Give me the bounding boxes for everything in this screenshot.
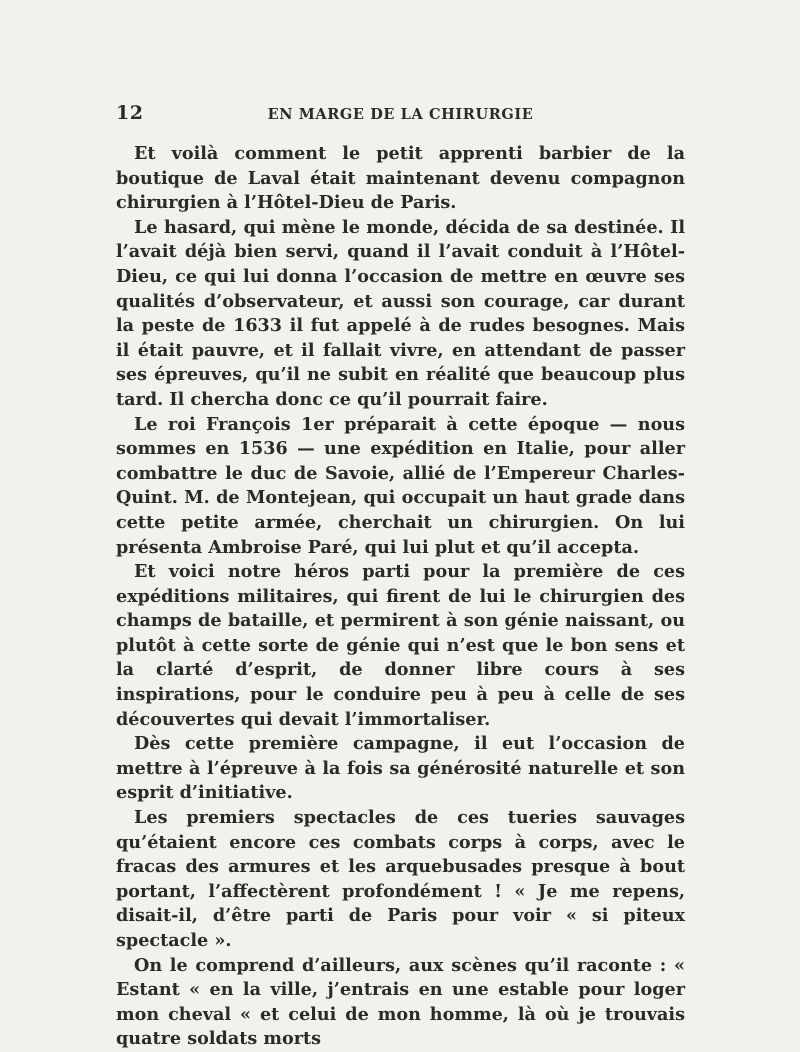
body-text	[116, 142, 685, 1052]
paragraph: Et voilà comment le petit apprenti barbier de la boutique de Laval était maintenant devenu compagnon chirurgien à l’Hôtel-Dieu de Paris.	[116, 143, 685, 214]
page-header	[116, 104, 685, 128]
page-number: 12	[116, 102, 144, 124]
paragraph: Dès cette première campagne, il eut l’occasion de mettre à l’épreuve à la fois sa générosité naturelle et son esprit d’initiative.	[116, 733, 685, 804]
paragraph: Le hasard, qui mène le monde, décida de sa destinée. Il l’avait déjà bien servi, quand il l’avait conduit à l’Hôtel-Dieu, ce qui lui donna l’occasion de mettre en œuvre ses qualités d’observateur, et aussi son courage, car durant la peste de 1633 il fut appelé à de rudes besognes. Mais il était pauvre, et il fallait vivre, en attendant de passer ses épreuves, qu’il ne subit en réalité que beaucoup plus tard. Il chercha donc ce qu’il pourrait faire.	[116, 216, 685, 410]
paragraph: On le comprend d’ailleurs, aux scènes qu’il raconte : « Estant « en la ville, j’entrais en une estable pour loger mon cheval « et celui de mon homme, là où je trouvais quatre soldats morts	[116, 954, 685, 1050]
running-title: EN MARGE DE LA CHIRURGIE	[267, 106, 534, 123]
paragraph: Les premiers spectacles de ces tueries sauvages qu’étaient encore ces combats corps à corps, avec le fracas des armures et les arquebusades presque à bout portant, l’affectèrent profondément ! « Je me repens, disait-il, d’être parti de Paris pour voir « si piteux spectacle ».	[116, 807, 685, 951]
paragraph: Le roi François 1er préparait à cette époque — nous sommes en 1536 — une expédition en Italie, pour aller combattre le duc de Savoie, allié de l’Empereur Charles-Quint. M. de Montejean, qui occupait un haut grade dans cette petite armée, cherchait un chirurgien. On lui présenta Ambroise Paré, qui lui plut et qu’il accepta.	[116, 413, 685, 558]
paragraph: Et voici notre héros parti pour la première de ces expéditions militaires, qui firent de lui le chirurgien des champs de bataille, et permirent à son génie naissant, ou plutôt à cette sorte de génie qui n’est que le bon sens et la clarté d’esprit, de donner libre cours à ses inspirations, pour le conduire peu à peu à celle de ses découvertes qui devait l’immortaliser.	[116, 561, 685, 730]
